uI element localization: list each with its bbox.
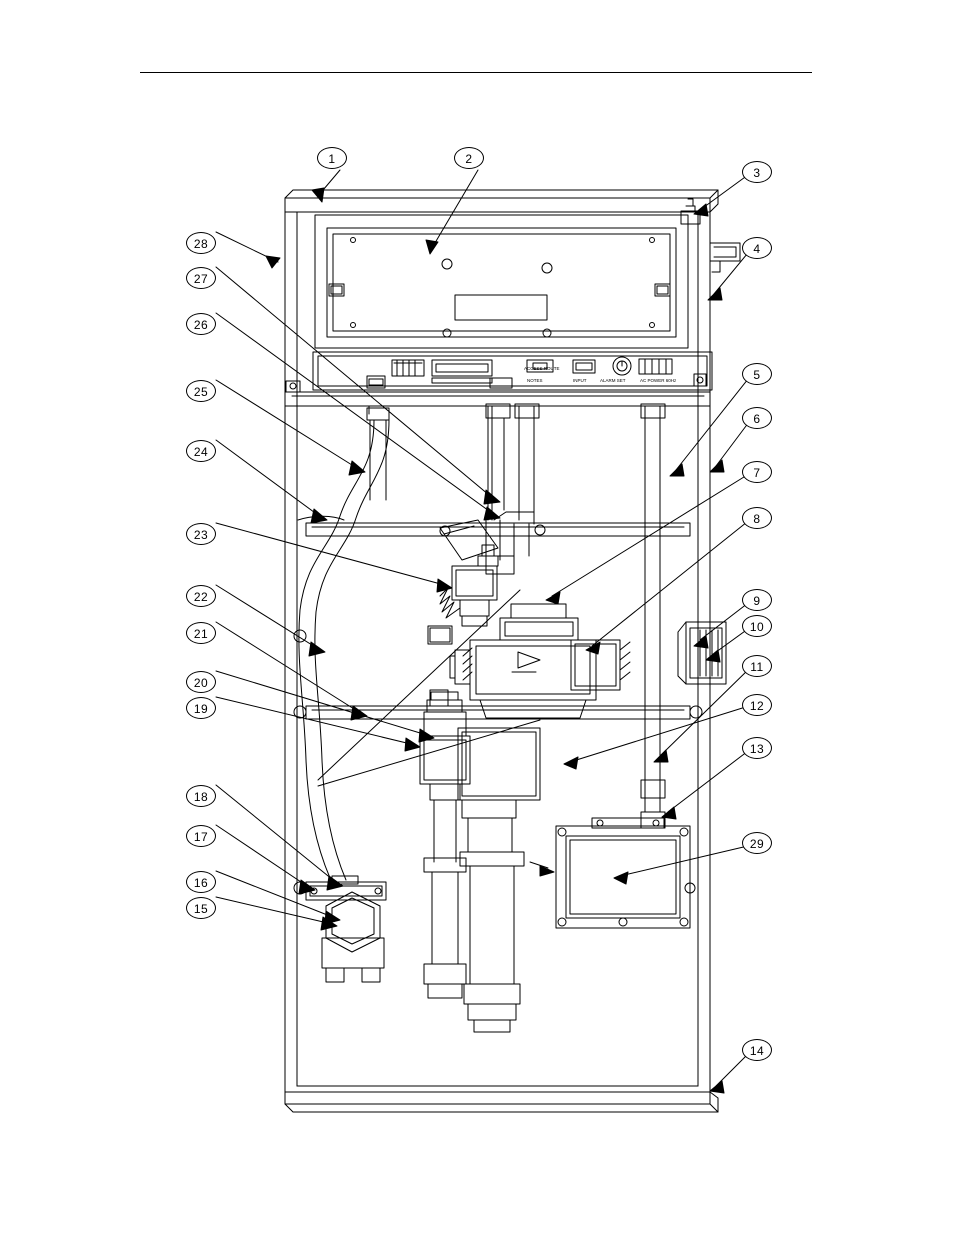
callout-3[interactable]: 3	[742, 161, 772, 183]
callout-29[interactable]: 29	[742, 832, 772, 854]
callout-17[interactable]: 17	[186, 825, 216, 847]
callout-11[interactable]: 11	[742, 655, 772, 677]
callout-15[interactable]: 15	[186, 897, 216, 919]
lower-shelf	[294, 630, 702, 894]
mid-shelf	[306, 523, 690, 536]
callout-22[interactable]: 22	[186, 585, 216, 607]
callout-1[interactable]: 1	[317, 147, 347, 169]
cabinet-outline	[285, 190, 718, 1112]
leader-lines-left	[216, 158, 500, 930]
leader-lines-cross	[318, 590, 554, 876]
callout-21[interactable]: 21	[186, 622, 216, 644]
callout-27[interactable]: 27	[186, 267, 216, 289]
panel-label-input: INPUT	[573, 378, 587, 383]
callout-12[interactable]: 12	[742, 694, 772, 716]
hex-valve-assembly	[306, 876, 386, 982]
callout-9[interactable]: 9	[742, 589, 772, 611]
callout-7[interactable]: 7	[742, 461, 772, 483]
callout-5[interactable]: 5	[742, 363, 772, 385]
lower-pump-motor	[420, 692, 540, 1032]
panel-label-alarm: ALARM SET	[600, 378, 626, 383]
callout-23[interactable]: 23	[186, 523, 216, 545]
panel-label-notes: NOTES	[527, 378, 543, 383]
vertical-piping	[367, 404, 665, 828]
callout-18[interactable]: 18	[186, 785, 216, 807]
callout-8[interactable]: 8	[742, 507, 772, 529]
callout-19[interactable]: 19	[186, 697, 216, 719]
upper-enclosure	[315, 199, 740, 348]
callout-24[interactable]: 24	[186, 440, 216, 462]
callout-4[interactable]: 4	[742, 237, 772, 259]
callout-16[interactable]: 16	[186, 871, 216, 893]
upper-valve-assembly	[428, 512, 545, 644]
callout-14[interactable]: 14	[742, 1039, 772, 1061]
callout-6[interactable]: 6	[742, 407, 772, 429]
panel-label-power: AC POWER 60Hz	[640, 378, 677, 383]
panel-label-access: ACCESS ROUTE	[524, 366, 560, 371]
callout-20[interactable]: 20	[186, 671, 216, 693]
callout-28[interactable]: 28	[186, 232, 216, 254]
callout-10[interactable]: 10	[742, 615, 772, 637]
callout-26[interactable]: 26	[186, 313, 216, 335]
callout-2[interactable]: 2	[454, 147, 484, 169]
pump-valve-body	[430, 604, 630, 718]
callout-25[interactable]: 25	[186, 380, 216, 402]
control-panel-strip	[286, 352, 712, 392]
callout-13[interactable]: 13	[742, 737, 772, 759]
lower-right-panel	[556, 818, 690, 928]
leader-lines-right	[546, 172, 752, 1093]
